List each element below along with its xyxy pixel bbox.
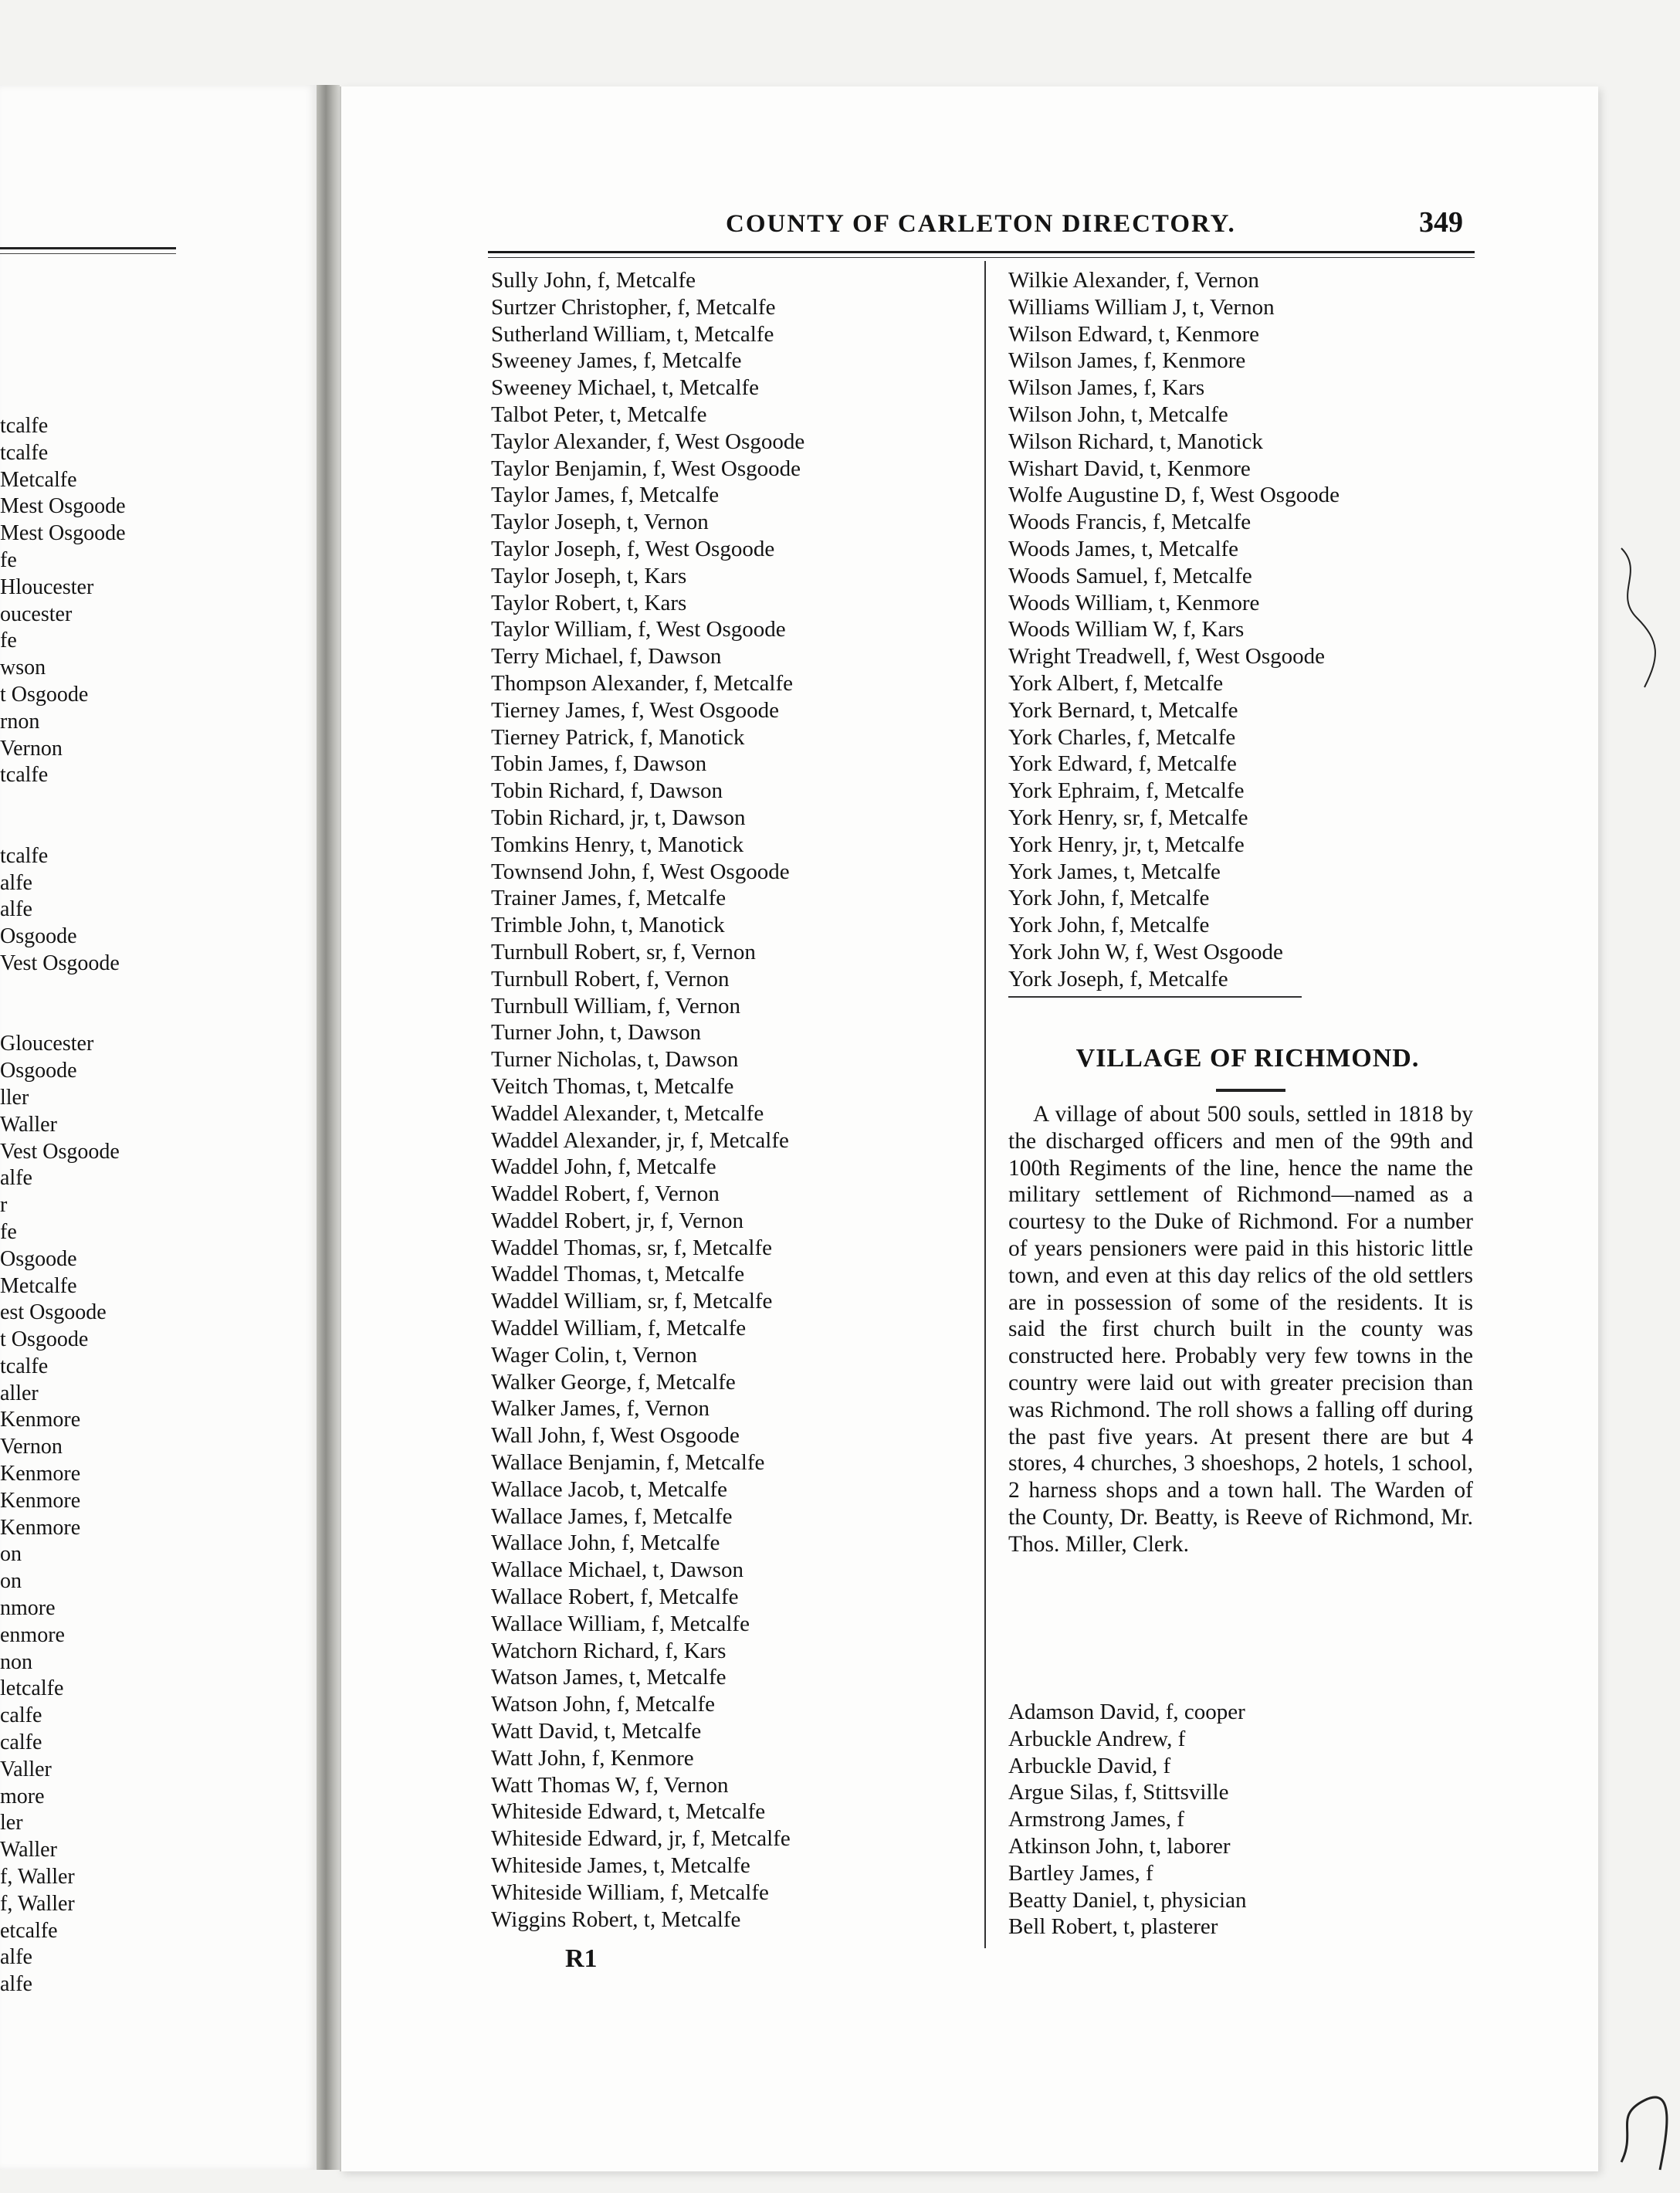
richmond-directory-entry: Bell Robert, t, plasterer xyxy=(1008,1914,1218,1940)
left-page-fragment: wson xyxy=(0,656,46,680)
directory-entry: York John, f, Metcalfe xyxy=(1008,886,1210,911)
book-gutter xyxy=(317,85,340,2170)
left-page-fragment: Kenmore xyxy=(0,1462,81,1486)
directory-entry: York Charles, f, Metcalfe xyxy=(1008,724,1236,750)
directory-entry: Taylor William, f, West Osgoode xyxy=(491,617,786,642)
directory-entry: Walker James, f, Vernon xyxy=(491,1396,710,1422)
directory-entry: York John W, f, West Osgoode xyxy=(1008,939,1283,964)
column-divider xyxy=(984,261,986,1948)
richmond-directory-entry: Armstrong James, f xyxy=(1008,1807,1184,1832)
directory-entry: Thompson Alexander, f, Metcalfe xyxy=(491,670,794,696)
left-page-fragment: alfe xyxy=(0,1945,32,1970)
left-page-fragment: enmore xyxy=(0,1622,65,1647)
directory-entry: Whiteside James, t, Metcalfe xyxy=(491,1853,750,1879)
directory-entry: Tobin Richard, f, Dawson xyxy=(491,778,723,804)
left-page-fragment: Mest Osgoode xyxy=(0,521,126,546)
directory-entry: Waddel Robert, f, Vernon xyxy=(491,1181,720,1207)
directory-entry: Woods William W, f, Kars xyxy=(1008,617,1245,642)
directory-entry: Wallace John, f, Metcalfe xyxy=(491,1530,720,1556)
directory-entry: Walker George, f, Metcalfe xyxy=(491,1369,736,1395)
directory-entry: Wolfe Augustine D, f, West Osgoode xyxy=(1008,483,1340,508)
directory-entry: Tobin Richard, jr, t, Dawson xyxy=(491,805,746,830)
header-rule-thin xyxy=(488,257,1475,258)
left-page-fragment: Metcalfe xyxy=(0,1273,77,1298)
directory-entry: Watt John, f, Kenmore xyxy=(491,1745,694,1771)
directory-entry: Tomkins Henry, t, Manotick xyxy=(491,832,744,857)
richmond-directory-entry: Atkinson John, t, laborer xyxy=(1008,1833,1231,1859)
left-page-fragment xyxy=(0,816,178,843)
left-page xyxy=(0,85,319,2170)
directory-entry: Wilkie Alexander, f, Vernon xyxy=(1008,268,1259,293)
directory-entry: Surtzer Christopher, f, Metcalfe xyxy=(491,294,776,320)
directory-entry: Wilson Richard, t, Manotick xyxy=(1008,429,1263,454)
left-page-fragment: Vest Osgoode xyxy=(0,951,120,975)
directory-entry: Turnbull Robert, f, Vernon xyxy=(491,966,730,991)
richmond-directory-entry: Bartley James, f xyxy=(1008,1860,1153,1886)
left-page-fragment: Waller xyxy=(0,1838,57,1863)
directory-entry: Waddel Thomas, t, Metcalfe xyxy=(491,1262,745,1287)
directory-entry: Whiteside Edward, t, Metcalfe xyxy=(491,1799,766,1825)
directory-entry: Trainer James, f, Metcalfe xyxy=(491,886,727,911)
directory-entry: Taylor Joseph, f, West Osgoode xyxy=(491,536,775,561)
left-page-fragment: more xyxy=(0,1784,45,1808)
directory-entry: Sully John, f, Metcalfe xyxy=(491,268,696,293)
directory-entry: Tierney Patrick, f, Manotick xyxy=(491,724,745,750)
section-title: VILLAGE OF RICHMOND. xyxy=(1075,1044,1420,1073)
directory-entry: Tierney James, f, West Osgoode xyxy=(491,697,780,723)
left-page-fragment: calfe xyxy=(0,1703,42,1728)
directory-entry: Wilson John, t, Metcalfe xyxy=(1008,402,1228,427)
directory-entry: Waddel Alexander, t, Metcalfe xyxy=(491,1100,764,1126)
page-number: 349 xyxy=(1419,206,1463,239)
left-page-fragment: alfe xyxy=(0,1972,32,1997)
directory-entry: Woods James, t, Metcalfe xyxy=(1008,536,1239,561)
directory-entry: Sweeney Michael, t, Metcalfe xyxy=(491,375,760,401)
left-page-fragment: rnon xyxy=(0,709,40,734)
left-page-fragment: t Osgoode xyxy=(0,682,89,707)
directory-entry: Watt David, t, Metcalfe xyxy=(491,1719,702,1744)
left-page-fragment: Kenmore xyxy=(0,1515,81,1540)
directory-entry: Waddel William, f, Metcalfe xyxy=(491,1316,747,1341)
left-page-fragment: fe xyxy=(0,629,17,653)
richmond-directory-entry: Argue Silas, f, Stittsville xyxy=(1008,1780,1229,1805)
directory-entry: Woods Samuel, f, Metcalfe xyxy=(1008,563,1252,588)
signature-mark: R1 xyxy=(565,1944,598,1973)
directory-entry: Wright Treadwell, f, West Osgoode xyxy=(1008,644,1325,669)
left-page-fragment: non xyxy=(0,1649,32,1674)
richmond-directory-entry: Adamson David, f, cooper xyxy=(1008,1700,1245,1724)
left-page-fragment: tcalfe xyxy=(0,414,49,438)
title-dash xyxy=(1216,1089,1285,1092)
directory-entry: Wilson James, f, Kenmore xyxy=(1008,348,1246,374)
directory-entry: York Edward, f, Metcalfe xyxy=(1008,751,1237,777)
directory-entry: Waddel Alexander, jr, f, Metcalfe xyxy=(491,1127,789,1153)
left-page-fragment: f, Waller xyxy=(0,1865,75,1890)
directory-entry: Sweeney James, f, Metcalfe xyxy=(491,348,742,374)
directory-entry: Terry Michael, f, Dawson xyxy=(491,644,722,669)
richmond-directory-entry: Arbuckle Andrew, f xyxy=(1008,1726,1186,1751)
directory-entry: Whiteside William, f, Metcalfe xyxy=(491,1879,769,1905)
left-page-fragment: tcalfe xyxy=(0,440,49,465)
directory-entry: Turnbull Robert, sr, f, Vernon xyxy=(491,939,756,964)
left-page-fragment xyxy=(0,1005,178,1032)
left-page-fragment: alfe xyxy=(0,1166,32,1191)
directory-entry: Taylor Joseph, t, Kars xyxy=(491,563,687,588)
left-page-fragment: Gloucester xyxy=(0,1032,94,1056)
left-page-fragment: Vernon xyxy=(0,1435,63,1459)
directory-entry: Wilson Edward, t, Kenmore xyxy=(1008,321,1260,347)
directory-entry: Tobin James, f, Dawson xyxy=(491,751,707,777)
directory-entry: Taylor Benjamin, f, West Osgoode xyxy=(491,456,801,481)
left-page-fragment: on xyxy=(0,1569,22,1594)
left-page-fragment: tcalfe xyxy=(0,763,49,788)
directory-entry: Waddel Robert, jr, f, Vernon xyxy=(491,1208,743,1233)
left-page-fragment: est Osgoode xyxy=(0,1300,107,1325)
directory-entry: Trimble John, t, Manotick xyxy=(491,913,725,938)
left-page-fragment: Kenmore xyxy=(0,1408,81,1432)
directory-entry: York John, f, Metcalfe xyxy=(1008,913,1210,938)
left-page-fragment: nmore xyxy=(0,1596,56,1621)
directory-entry: York Albert, f, Metcalfe xyxy=(1008,670,1224,696)
directory-entry: Talbot Peter, t, Metcalfe xyxy=(491,402,707,427)
directory-entry: Sutherland William, t, Metcalfe xyxy=(491,321,774,347)
directory-entry: York James, t, Metcalfe xyxy=(1008,859,1221,884)
directory-entry: Turner Nicholas, t, Dawson xyxy=(491,1047,739,1073)
directory-entry: Waddel William, sr, f, Metcalfe xyxy=(491,1289,773,1314)
left-page-fragment: Osgoode xyxy=(0,924,77,949)
directory-entry: York Henry, sr, f, Metcalfe xyxy=(1008,805,1248,830)
directory-entry: Woods Francis, f, Metcalfe xyxy=(1008,510,1252,535)
left-page-fragment: alfe xyxy=(0,870,32,895)
left-page-fragment: tcalfe xyxy=(0,843,49,868)
left-page-fragment: fe xyxy=(0,1219,17,1244)
left-page-fragment: Osgoode xyxy=(0,1246,77,1271)
directory-entry: Taylor Alexander, f, West Osgoode xyxy=(491,429,805,454)
directory-entry: Watchorn Richard, f, Kars xyxy=(491,1638,727,1663)
directory-entry: Williams William J, t, Vernon xyxy=(1008,294,1275,320)
richmond-directory-entry: Beatty Daniel, t, physician xyxy=(1008,1887,1247,1913)
directory-entry: Taylor Joseph, t, Vernon xyxy=(491,510,709,535)
directory-entry: Taylor James, f, Metcalfe xyxy=(491,483,720,508)
directory-entry: Taylor Robert, t, Kars xyxy=(491,590,687,615)
stray-fiber-mark xyxy=(1614,541,1675,695)
left-page-rule-thin xyxy=(0,253,176,254)
directory-entry: Waddel Thomas, sr, f, Metcalfe xyxy=(491,1235,772,1260)
directory-column-left xyxy=(491,267,970,1933)
directory-entry: Wallace Robert, f, Metcalfe xyxy=(491,1585,739,1610)
left-page-fragment: ller xyxy=(0,1085,29,1110)
left-page-fragment: Valler xyxy=(0,1757,52,1781)
left-page-fragment: Metcalfe xyxy=(0,467,77,492)
directory-entry: York Ephraim, f, Metcalfe xyxy=(1008,778,1245,804)
left-page-fragment: calfe xyxy=(0,1730,42,1755)
directory-entry: Wishart David, t, Kenmore xyxy=(1008,456,1251,481)
left-page-fragment: Kenmore xyxy=(0,1488,81,1513)
left-page-fragment: fe xyxy=(0,547,17,572)
directory-entry: Wallace Benjamin, f, Metcalfe xyxy=(491,1450,765,1476)
directory-entry: Wallace James, f, Metcalfe xyxy=(491,1503,733,1529)
directory-entry: Waddel John, f, Metcalfe xyxy=(491,1154,716,1180)
left-page-fragment: Vest Osgoode xyxy=(0,1139,120,1164)
left-page-fragment: oucester xyxy=(0,602,73,626)
directory-entry: Turnbull William, f, Vernon xyxy=(491,993,740,1019)
directory-entry: Whiteside Edward, jr, f, Metcalfe xyxy=(491,1826,791,1852)
directory-entry: Woods William, t, Kenmore xyxy=(1008,590,1260,615)
richmond-directory-list xyxy=(1008,1699,1487,1940)
corner-fiber-mark xyxy=(1606,2085,1675,2178)
left-page-fragment: r xyxy=(0,1193,8,1218)
directory-entry: Watson John, f, Metcalfe xyxy=(491,1692,715,1717)
left-page-fragment: Vernon xyxy=(0,736,63,761)
directory-entry: Veitch Thomas, t, Metcalfe xyxy=(491,1073,734,1099)
left-page-fragment: Waller xyxy=(0,1112,57,1137)
left-page-fragment: on xyxy=(0,1542,22,1567)
left-page-fragment: Mest Osgoode xyxy=(0,494,126,519)
richmond-directory-entry: Arbuckle David, f xyxy=(1008,1753,1171,1778)
page-header-title: COUNTY OF CARLETON DIRECTORY. xyxy=(726,210,1236,238)
directory-entry: Watson James, t, Metcalfe xyxy=(491,1665,727,1690)
directory-entry: Wall John, f, West Osgoode xyxy=(491,1423,740,1449)
directory-column-right xyxy=(1008,267,1487,993)
left-page-fragment: ler xyxy=(0,1811,23,1835)
left-page-fragment: f, Waller xyxy=(0,1891,75,1916)
section-separator-rule xyxy=(1008,996,1302,998)
left-page-fragment xyxy=(0,978,178,1005)
directory-entry: Watt Thomas W, f, Vernon xyxy=(491,1772,729,1798)
directory-entry: York Henry, jr, t, Metcalfe xyxy=(1008,832,1245,857)
directory-entry: Wager Colin, t, Vernon xyxy=(491,1342,697,1368)
directory-entry: York Bernard, t, Metcalfe xyxy=(1008,697,1238,723)
directory-entry: Wilson James, f, Kars xyxy=(1008,375,1205,401)
left-page-fragment: etcalfe xyxy=(0,1918,58,1943)
directory-entry: Turner John, t, Dawson xyxy=(491,1020,702,1046)
left-page-fragment: alfe xyxy=(0,897,32,922)
header-rule xyxy=(488,251,1475,253)
directory-entry: Townsend John, f, West Osgoode xyxy=(491,859,790,884)
left-page-fragment: Hloucester xyxy=(0,575,94,599)
left-page-text-column xyxy=(0,413,178,1998)
left-page-fragment: tcalfe xyxy=(0,1354,49,1378)
section-paragraph: A village of about 500 souls, settled in 1818 by the discharged officers and men of the 99th and 100th Regiments of the line, hence the name the military settlement of Richmond—named as a courtesy to the Duke of Richmond. For a number of years pensioners were paid in this historic little town, and even at this day relics of the old settlers are in possession of some of the residents. It is said the first church built in the county was constructed here. Probably very few towns in the country were laid out with greater precision than was Richmond. The roll shows a falling off during the past five years. At present there are but 4 stores, 4 churches, 3 shoeshops, 2 hotels, 1 school, 2 harness shops and a town hall. The Warden of the County, Dr. Beatty, is Reeve of Richmond, Mr. Thos. Miller, Clerk. xyxy=(1008,1102,1473,1557)
directory-entry: Wiggins Robert, t, Metcalfe xyxy=(491,1907,741,1932)
directory-entry: Wallace William, f, Metcalfe xyxy=(491,1611,750,1636)
left-page-fragment: aller xyxy=(0,1381,39,1405)
left-page-fragment: Osgoode xyxy=(0,1059,77,1083)
left-page-fragment: letcalfe xyxy=(0,1676,64,1701)
left-page-fragment: t Osgoode xyxy=(0,1327,89,1352)
left-page-rule xyxy=(0,247,176,249)
left-page-fragment xyxy=(0,789,178,816)
directory-entry: Wallace Jacob, t, Metcalfe xyxy=(491,1476,728,1502)
directory-entry: York Joseph, f, Metcalfe xyxy=(1008,966,1228,991)
directory-entry: Wallace Michael, t, Dawson xyxy=(491,1557,744,1583)
